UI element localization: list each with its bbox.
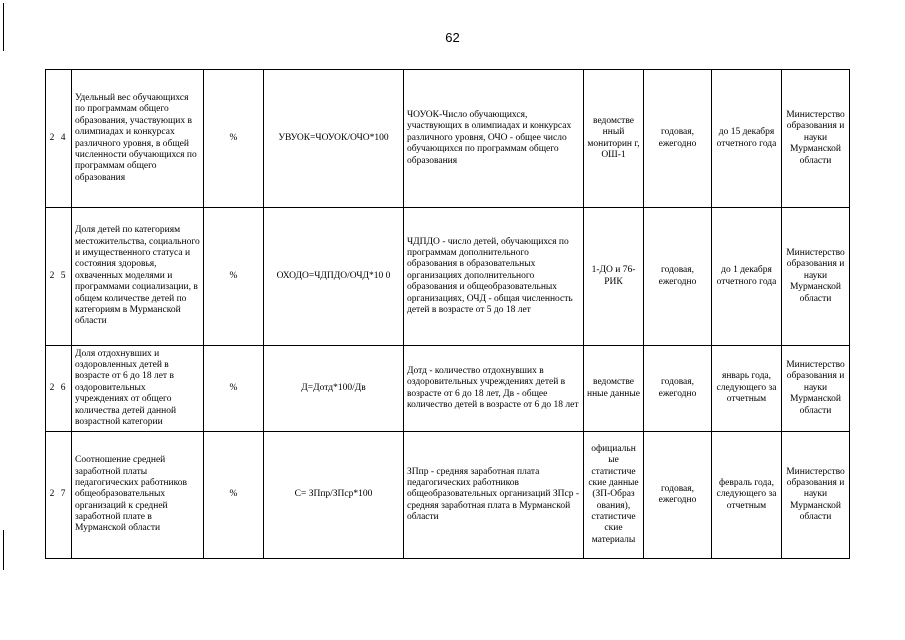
formula-cell: Д=Дотд*100/Дв (264, 346, 404, 432)
description-cell: ЧОУОК-Число обучающихся, участвующих в олимпиадах и конкурсах различного уровня, ОЧО - общее число обучающихся по программам общего образования (404, 70, 584, 208)
deadline-cell: до 15 декабря отчетного года (712, 70, 782, 208)
responsible-cell: Министерство образования и науки Мурманской области (782, 70, 850, 208)
indicator-name: Удельный вес обучающихся по программам общего образования, участвующих в олимпиадах и конкурсах различного уровня, в общей численности обучающихся по программам общего образования (72, 70, 204, 208)
description-cell: ЗПпр - средняя заработная плата педагогических работников общеобразовательных организаций ЗПср - средняя заработная плата в Мурманской области (404, 432, 584, 559)
source-cell: официальн ые статистиче ские данные (ЗП-Образ ования), статистиче ские материалы (584, 432, 644, 559)
source-cell: ведомстве нный мониторин г, ОШ-1 (584, 70, 644, 208)
responsible-cell: Министерство образования и науки Мурманской области (782, 346, 850, 432)
unit-cell: % (204, 70, 264, 208)
periodicity-cell: годовая, ежегодно (644, 208, 712, 346)
indicator-name: Доля детей по категориям местожительства, социального и имущественного статуса и состояния здоровья, охваченных моделями и программами социализации, в общем количестве детей по категориям в Мурманской области (72, 208, 204, 346)
responsible-cell: Министерство образования и науки Мурманской области (782, 432, 850, 559)
deadline-cell: до 1 декабря отчетного года (712, 208, 782, 346)
responsible-cell: Министерство образования и науки Мурманской области (782, 208, 850, 346)
deadline-cell: февраль года, следующего за отчетным (712, 432, 782, 559)
description-cell: Дотд - количество отдохнувших в оздоровительных учреждениях детей в возрасте от 6 до 18 лет, Дв - общее количество детей в возрасте от 6 до 18 лет (404, 346, 584, 432)
unit-cell: % (204, 432, 264, 559)
periodicity-cell: годовая, ежегодно (644, 70, 712, 208)
periodicity-cell: годовая, ежегодно (644, 432, 712, 559)
indicator-name: Соотношение средней заработной платы педагогических работников общеобразовательных организаций к средней заработной плате в Мурманской области (72, 432, 204, 559)
periodicity-cell: годовая, ежегодно (644, 346, 712, 432)
formula-cell: УВУОК=ЧОУОК/ОЧО*100 (264, 70, 404, 208)
table-row (46, 70, 850, 208)
unit-cell: % (204, 208, 264, 346)
deadline-cell: январь года, следующего за отчетным (712, 346, 782, 432)
table-row (46, 208, 850, 346)
row-number: 2 7 (46, 432, 72, 559)
indicators-table (45, 69, 850, 559)
unit-cell: % (204, 346, 264, 432)
page-number: 62 (445, 30, 460, 45)
row-number: 2 4 (46, 70, 72, 208)
table-row (46, 432, 850, 559)
row-number: 2 6 (46, 346, 72, 432)
source-cell: ведомстве нные данные (584, 346, 644, 432)
row-number: 2 5 (46, 208, 72, 346)
indicator-name: Доля отдохнувших и оздоровленных детей в возрасте от 6 до 18 лет в оздоровительных учреждениях от общего количества детей данной возрастной категории (72, 346, 204, 432)
table-row (46, 346, 850, 432)
source-cell: 1-ДО и 76-РИК (584, 208, 644, 346)
description-cell: ЧДПДО - число детей, обучающихся по программам дополнительного образования в образовательных организациях дополнительного образования и общеобразовательных организациях, ОЧД - общая численность детей в возрасте от 5 до 18 лет (404, 208, 584, 346)
margin-mark-bottom (3, 530, 4, 570)
formula-cell: ОХОДО=ЧДПДО/ОЧД*10 0 (264, 208, 404, 346)
formula-cell: С= ЗПпр/ЗПср*100 (264, 432, 404, 559)
